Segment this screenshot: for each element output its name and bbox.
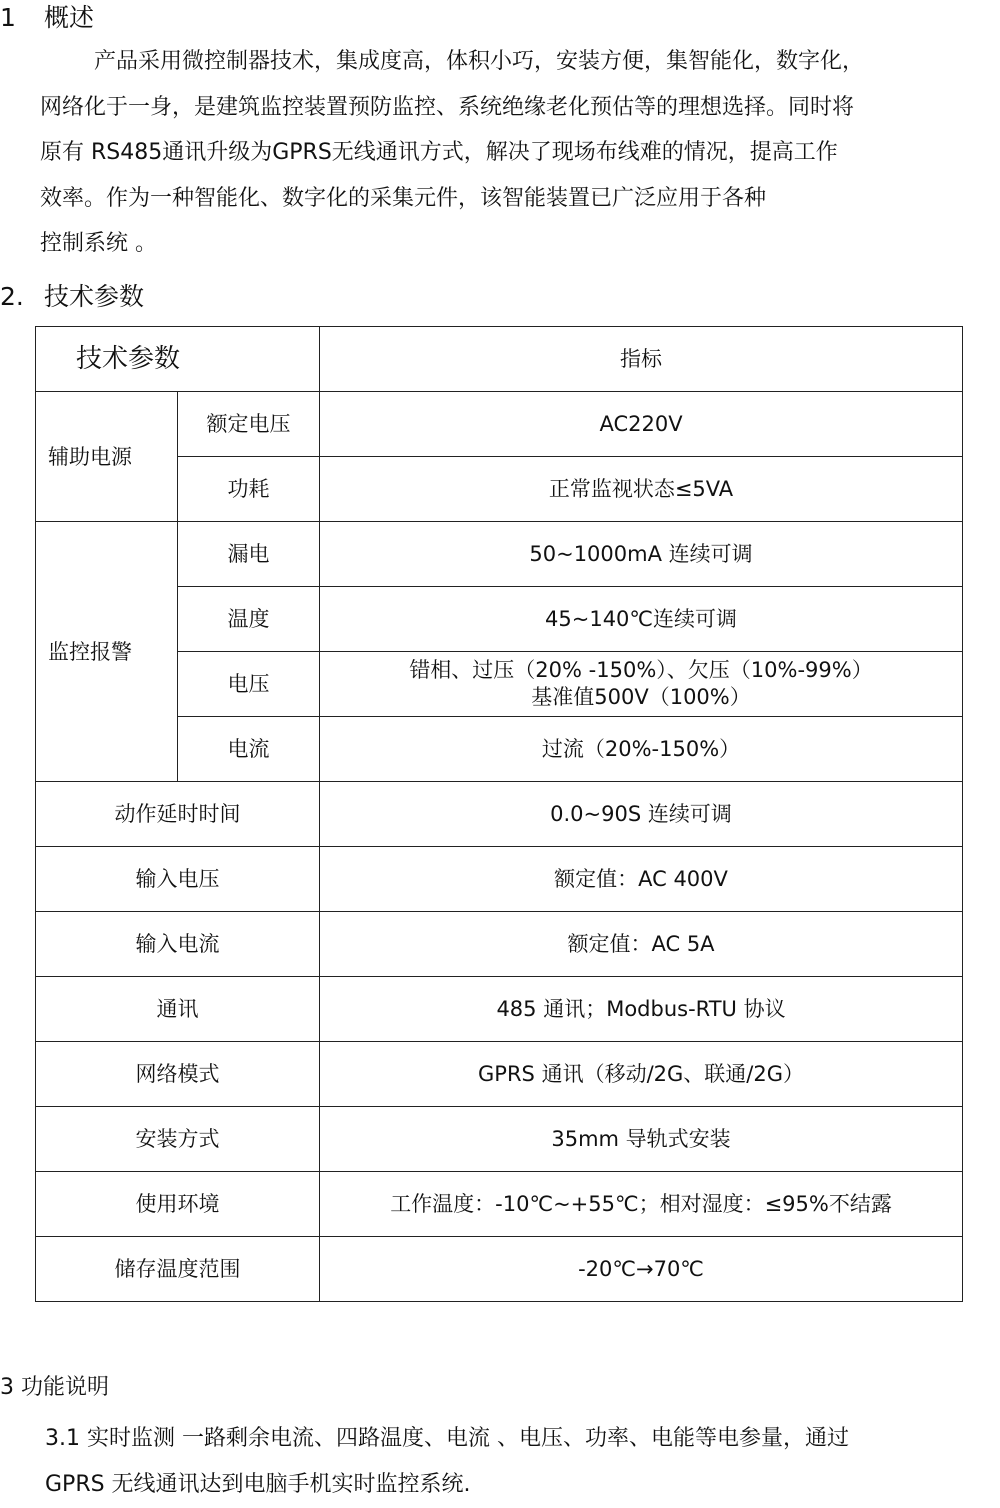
overview-line: 效率。作为一种智能化、数字化的采集元件，该智能装置已广泛应用于各种 (40, 185, 767, 211)
table-row (36, 1172, 963, 1237)
section-1-title: 概述 (44, 3, 95, 32)
function-line: GPRS 无线通讯达到电脑手机实时监控系统. (45, 1472, 471, 1497)
value-cell: 50~1000mA 连续可调 (320, 522, 963, 587)
overview-line: 网络化于一身，是建筑监控装置预防监控、系统绝缘老化预估等的理想选择。同时将 (40, 94, 855, 120)
param-cell: 储存温度范围 (36, 1237, 320, 1302)
section-1-number: 1 (0, 3, 16, 32)
header-param-cell: 技术参数 (36, 327, 320, 392)
value-cell: 485 通讯；Modbus-RTU 协议 (320, 977, 963, 1042)
function-line: 3.1 实时监测 一路剩余电流、四路温度、电流 、电压、功率、电能等电参量，通过 (45, 1426, 849, 1451)
param-cell: 使用环境 (36, 1172, 320, 1237)
value-cell: 正常监视状态≤5VA (320, 457, 963, 522)
sub-param-cell: 漏电 (178, 522, 320, 587)
group-monitor-alarm: 监控报警 (36, 522, 178, 782)
param-cell: 通讯 (36, 977, 320, 1042)
value-line: 错相、过压（20% -150%）、欠压（10%-99%） (409, 658, 873, 682)
table-row (36, 847, 963, 912)
table-row (36, 522, 963, 587)
param-cell: 动作延时时间 (36, 782, 320, 847)
table-row (36, 1107, 963, 1172)
overview-line: 控制系统 。 (40, 231, 157, 256)
sub-param-cell: 温度 (178, 587, 320, 652)
function-paragraph (45, 1416, 980, 1508)
table-row (36, 1042, 963, 1107)
group-aux-power: 辅助电源 (36, 392, 178, 522)
section-2-title: 技术参数 (44, 282, 145, 311)
overview-paragraph (40, 39, 970, 267)
table-row (36, 1237, 963, 1302)
value-cell: 45~140℃连续可调 (320, 587, 963, 652)
value-cell: GPRS 通讯（移动/2G、联通/2G） (320, 1042, 963, 1107)
sub-param-cell: 功耗 (178, 457, 320, 522)
value-cell: -20℃→70℃ (320, 1237, 963, 1302)
sub-param-cell: 电压 (178, 652, 320, 717)
table-row (36, 782, 963, 847)
value-cell: 额定值：AC 5A (320, 912, 963, 977)
header-spec-cell: 指标 (320, 327, 963, 392)
table-row (36, 977, 963, 1042)
table-header-row (36, 327, 963, 392)
param-cell: 输入电流 (36, 912, 320, 977)
section-1-heading (0, 2, 94, 34)
section-2-number: 2. (0, 282, 24, 311)
spec-table (35, 326, 963, 1302)
overview-line: 产品采用微控制器技术，集成度高，体积小巧，安装方便，集智能化，数字化， (94, 49, 865, 74)
section-3-heading: 3 功能说明 (0, 1375, 109, 1400)
value-cell: 0.0~90S 连续可调 (320, 782, 963, 847)
value-cell: 工作温度：-10℃~+55℃；相对湿度：≤95%不结露 (320, 1172, 963, 1237)
section-2-heading (0, 281, 144, 313)
sub-param-cell: 额定电压 (178, 392, 320, 457)
param-cell: 安装方式 (36, 1107, 320, 1172)
value-cell: AC220V (320, 392, 963, 457)
value-cell (320, 652, 963, 717)
sub-param-cell: 电流 (178, 717, 320, 782)
param-cell: 网络模式 (36, 1042, 320, 1107)
overview-line: 原有 RS485通讯升级为GPRS无线通讯方式，解决了现场布线难的情况，提高工作 (40, 140, 838, 165)
value-cell: 额定值：AC 400V (320, 847, 963, 912)
param-cell: 输入电压 (36, 847, 320, 912)
value-line: 基准值500V（100%） (531, 685, 751, 709)
table-row (36, 912, 963, 977)
table-row (36, 392, 963, 457)
value-cell: 35mm 导轨式安装 (320, 1107, 963, 1172)
value-cell: 过流（20%-150%） (320, 717, 963, 782)
